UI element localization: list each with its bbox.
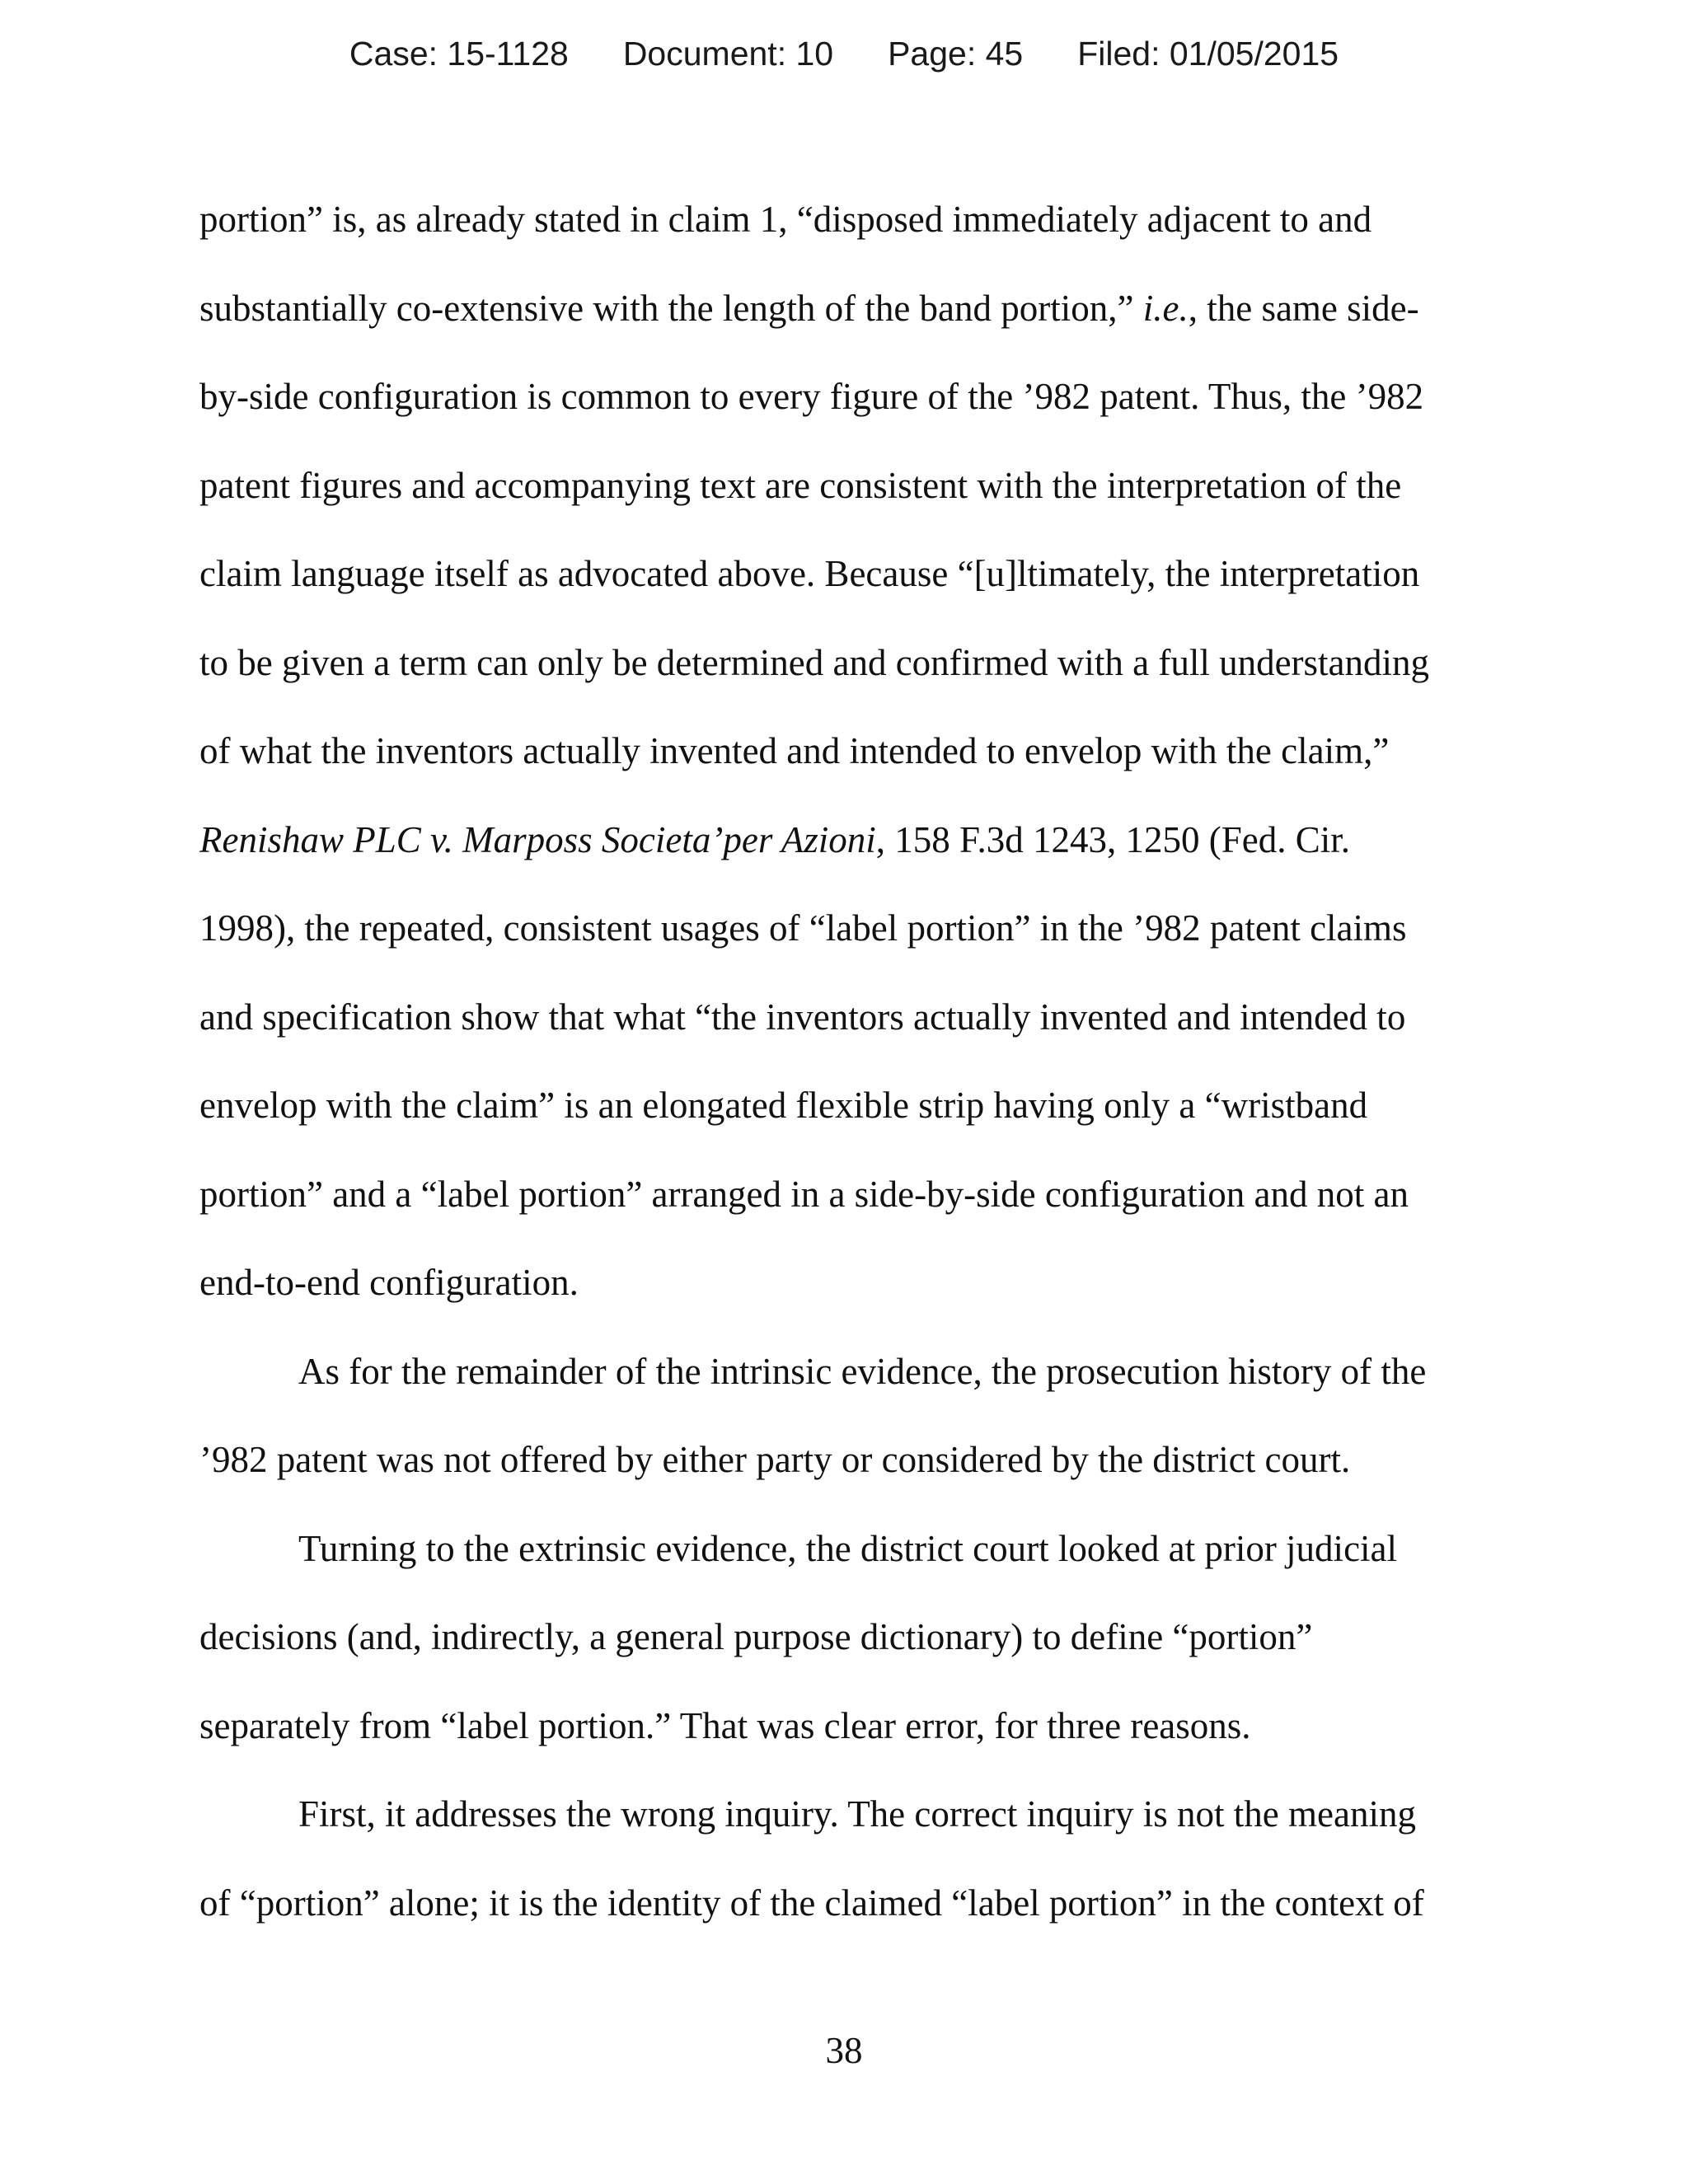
text-run: claim language itself as advocated above. Because “[u]ltimately, the interpretation (199, 553, 1420, 594)
text-line (199, 368, 1485, 457)
case-header (0, 35, 1688, 73)
text-run: Turning to the extrinsic evidence, the district court looked at prior judicial (298, 1527, 1398, 1569)
text-run: of “portion” alone; it is the identity of the claimed “label portion” in the context of (199, 1882, 1424, 1924)
text-run: 1998), the repeated, consistent usages of “label portion” in the ’982 patent claims (199, 907, 1407, 949)
text-run: , the same side- (1188, 287, 1419, 329)
text-line (199, 280, 1485, 369)
text-run: by-side configuration is common to every figure of the ’982 patent. Thus, the ’982 (199, 376, 1424, 417)
brief-body-text (199, 191, 1485, 1963)
text-run: to be given a term can only be determined and confirmed with a full understanding (199, 641, 1430, 683)
text-line (199, 546, 1485, 635)
text-line (199, 1077, 1485, 1166)
text-line (199, 1432, 1485, 1521)
text-run: , 158 F.3d 1243, 1250 (Fed. Cir. (875, 818, 1350, 860)
text-run: As for the remainder of the intrinsic evidence, the prosecution history of the (298, 1350, 1427, 1392)
text-run: portion” is, as already stated in claim 1, “disposed immediately adjacent to and (199, 199, 1372, 240)
text-run: decisions (and, indirectly, a general purpose dictionary) to define “portion” (199, 1616, 1313, 1657)
text-run: portion” and a “label portion” arranged in a side-by-side configuration and not an (199, 1173, 1409, 1215)
text-line (199, 191, 1485, 280)
document-number: Document: 10 (622, 35, 834, 73)
text-run: First, it addresses the wrong inquiry. The correct inquiry is not the meaning (298, 1793, 1416, 1835)
italic-text-run: i.e. (1142, 287, 1189, 329)
case-citation-italic: Renishaw PLC v. Marposs Societa’per Azioni (199, 818, 876, 860)
text-line (199, 1609, 1485, 1698)
text-run: substantially co-extensive with the length of the band portion,” (199, 287, 1143, 329)
text-line (199, 989, 1485, 1078)
case-number: Case: 15-1128 (349, 35, 569, 73)
text-run: envelop with the claim” is an elongated flexible strip having only a “wristband (199, 1085, 1368, 1126)
text-line (199, 723, 1485, 812)
text-run: ’982 patent was not offered by either party or considered by the district court. (199, 1439, 1351, 1480)
text-run: separately from “label portion.” That was clear error, for three reasons. (199, 1704, 1251, 1746)
text-run: end-to-end configuration. (199, 1262, 579, 1303)
filed-date: Filed: 01/05/2015 (1077, 35, 1339, 73)
text-line (199, 812, 1485, 901)
text-line (199, 1254, 1485, 1343)
paragraph-first-line (199, 1786, 1485, 1875)
text-run: patent figures and accompanying text are consistent with the interpretation of the (199, 464, 1402, 506)
text-run: and specification show that what “the inventors actually invented and intended to (199, 996, 1406, 1038)
header-page-number: Page: 45 (888, 35, 1024, 73)
paragraph-first-line (199, 1521, 1485, 1610)
text-line (199, 457, 1485, 546)
text-line (199, 1875, 1485, 1964)
text-run: of what the inventors actually invented and intended to envelop with the claim,” (199, 730, 1390, 771)
text-line (199, 1166, 1485, 1255)
text-line (199, 900, 1485, 989)
text-line (199, 635, 1485, 724)
paragraph-first-line (199, 1343, 1485, 1432)
text-line (199, 1698, 1485, 1787)
page-number-footer: 38 (825, 2030, 863, 2071)
